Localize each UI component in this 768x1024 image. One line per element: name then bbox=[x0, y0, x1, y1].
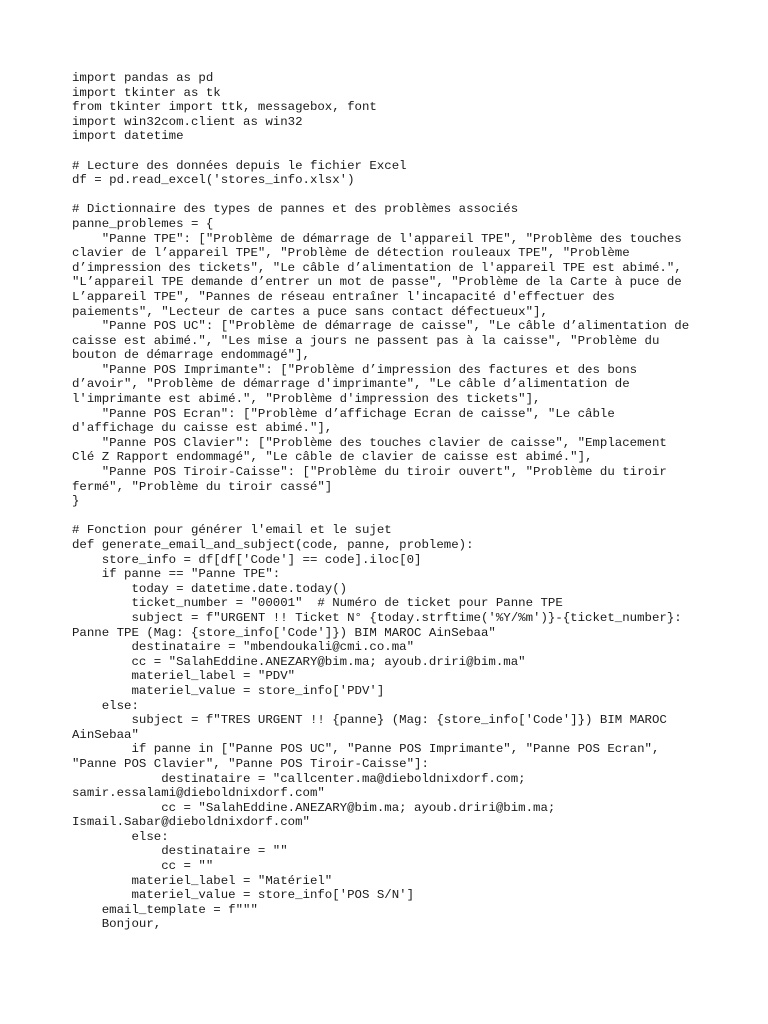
code-line: import datetime bbox=[72, 129, 184, 144]
code-line bbox=[72, 509, 702, 524]
code-line: import pandas as pd bbox=[72, 71, 214, 85]
code-line: # Fonction pour générer l'email et le sujet bbox=[72, 523, 392, 538]
code-line: clavier de l’appareil TPE", "Problème de détection rouleaux TPE", "Problème bbox=[72, 246, 630, 261]
code-line: ticket_number = "00001" # Numéro de ticket pour Panne TPE bbox=[72, 596, 563, 611]
code-line: import tkinter as tk bbox=[72, 85, 221, 100]
code-line: email_template = f""" bbox=[72, 902, 258, 917]
code-line: fermé", "Problème du tiroir cassé"] bbox=[72, 479, 333, 494]
code-line: Panne TPE (Mag: {store_info['Code']}) BIM MAROC AinSebaa" bbox=[72, 625, 496, 640]
code-line: d’impression des tickets", "Le câble d’alimentation de l'appareil TPE est abimé.", bbox=[72, 260, 682, 275]
code-line: paiements", "Lecteur de cartes a puce sans contact défectueux"], bbox=[72, 304, 548, 319]
code-line: "Panne POS Ecran": ["Problème d’affichage Ecran de caisse", "Le câble bbox=[72, 406, 615, 421]
code-line: df = pd.read_excel('stores_info.xlsx') bbox=[72, 173, 355, 188]
code-line: store_info = df[df['Code'] == code].iloc[0] bbox=[72, 552, 422, 567]
code-line: d'affichage du caisse est abimé."], bbox=[72, 421, 333, 436]
code-line: L’appareil TPE", "Pannes de réseau entraîner l'incapacité d'effectuer des bbox=[72, 289, 615, 304]
code-line: "Panne POS Imprimante": ["Problème d’impression des factures et des bons bbox=[72, 362, 638, 377]
code-line: "Panne POS Clavier": ["Problème des touches clavier de caisse", "Emplacement bbox=[72, 435, 667, 450]
code-line: Ismail.Sabar@dieboldnixdorf.com" bbox=[72, 815, 310, 830]
code-line: materiel_label = "PDV" bbox=[72, 669, 296, 684]
code-line bbox=[72, 188, 702, 203]
code-line: "Panne POS Tiroir-Caisse": ["Problème du tiroir ouvert", "Problème du tiroir bbox=[72, 465, 667, 480]
code-line: materiel_value = store_info['POS S/N'] bbox=[72, 888, 415, 903]
code-line: from tkinter import ttk, messagebox, font bbox=[72, 100, 377, 115]
code-line: subject = f"TRES URGENT !! {panne} (Mag: {store_info['Code']}) BIM MAROC bbox=[72, 713, 667, 728]
code-line: cc = "" bbox=[72, 859, 214, 874]
code-line: "Panne POS Clavier", "Panne POS Tiroir-Caisse"]: bbox=[72, 756, 429, 771]
code-listing bbox=[72, 71, 702, 932]
code-line: subject = f"URGENT !! Ticket N° {today.strftime('%Y/%m')}-{ticket_number}: bbox=[72, 610, 682, 625]
code-line: else: bbox=[72, 698, 139, 713]
code-line: import win32com.client as win32 bbox=[72, 114, 303, 129]
code-line: "Panne POS UC": ["Problème de démarrage de caisse", "Le câble d’alimentation de bbox=[72, 319, 690, 334]
code-line: samir.essalami@dieboldnixdorf.com" bbox=[72, 786, 325, 801]
code-line: materiel_label = "Matériel" bbox=[72, 873, 333, 888]
code-line: def generate_email_and_subject(code, panne, probleme): bbox=[72, 538, 474, 552]
code-line: materiel_value = store_info['PDV'] bbox=[72, 683, 385, 698]
code-line: destinataire = "" bbox=[72, 844, 288, 859]
code-line: if panne == "Panne TPE": bbox=[72, 567, 281, 582]
code-line: # Lecture des données depuis le fichier Excel bbox=[72, 158, 407, 173]
code-line: else: bbox=[72, 829, 169, 844]
code-line: "Panne TPE": ["Problème de démarrage de l'appareil TPE", "Problème des touches bbox=[72, 231, 682, 246]
code-line: caisse est abimé.", "Les mise a jours ne passent pas à la caisse", "Problème du bbox=[72, 333, 660, 348]
code-line: Bonjour, bbox=[72, 917, 162, 932]
code-line: AinSebaa" bbox=[72, 727, 139, 742]
code-line: panne_problemes = { bbox=[72, 216, 214, 231]
code-line: d’avoir", "Problème de démarrage d'imprimante", "Le câble d’alimentation de bbox=[72, 377, 630, 392]
code-line: } bbox=[72, 494, 80, 509]
code-line: cc = "SalahEddine.ANEZARY@bim.ma; ayoub.driri@bim.ma; bbox=[72, 800, 556, 815]
code-line: today = datetime.date.today() bbox=[72, 581, 348, 596]
code-line: Clé Z Rapport endommagé", "Le câble de clavier de caisse est abimé."], bbox=[72, 450, 593, 465]
code-line bbox=[72, 144, 702, 159]
code-line: l'imprimante est abimé.", "Problème d'impression des tickets"], bbox=[72, 392, 541, 407]
code-line: cc = "SalahEddine.ANEZARY@bim.ma; ayoub.driri@bim.ma" bbox=[72, 654, 526, 669]
code-line: bouton de démarrage endommagé"], bbox=[72, 348, 310, 363]
code-line: # Dictionnaire des types de pannes et des problèmes associés bbox=[72, 202, 519, 217]
code-line: destinataire = "callcenter.ma@dieboldnixdorf.com; bbox=[72, 771, 526, 786]
code-line: if panne in ["Panne POS UC", "Panne POS Imprimante", "Panne POS Ecran", bbox=[72, 742, 660, 757]
code-line: destinataire = "mbendoukali@cmi.co.ma" bbox=[72, 640, 415, 655]
code-line: "L’appareil TPE demande d’entrer un mot de passe", "Problème de la Carte à puce de bbox=[72, 275, 682, 290]
